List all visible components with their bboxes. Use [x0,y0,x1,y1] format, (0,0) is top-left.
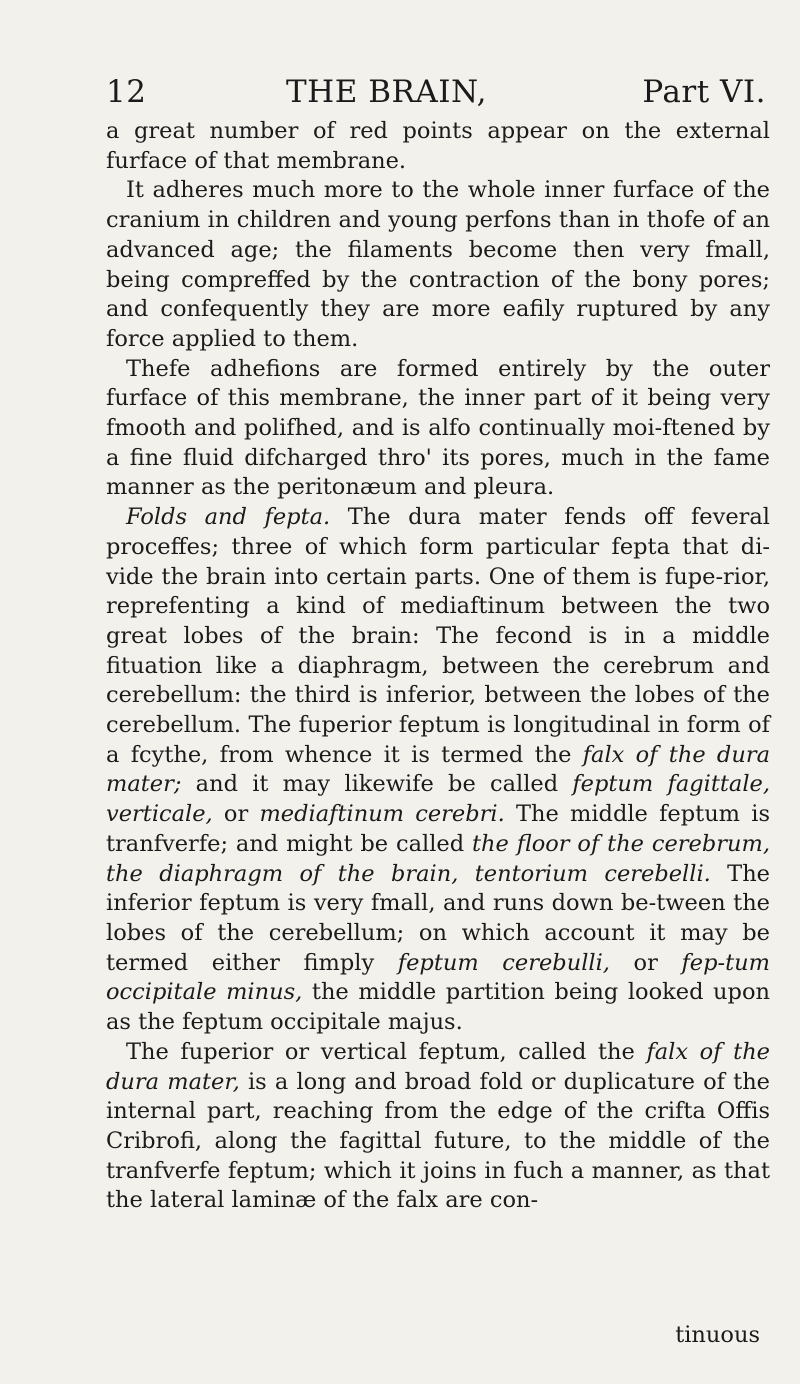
italic-run: falx of the dura mater, [106,1038,771,1095]
text-run: and it may likewife be called [181,771,573,798]
page-header [106,74,766,114]
italic-run: feptum fagittale, verticale, [106,771,770,828]
paragraph [106,355,770,504]
text-run: It adheres much more to the whole inner furface of the cranium in children and young perfons than in thofe of an advanced age; the filaments become then very fmall, being compreffed by the contraction of the bony pores; and confequently they are more eafily ruptured by any force applied to them. [106,177,770,352]
body-text [106,117,770,1216]
italic-run: fep-tum occipitale minus, [106,949,770,1006]
text-run: a great number of red points appear on the external furface of that membrane. [106,118,770,174]
text-run: the middle partition being looked upon as the feptum occipitale majus. [106,979,770,1036]
text-run: The middle feptum is tranfverfe; and might be called [106,801,770,857]
running-title: THE BRAIN, [286,74,487,110]
text-run: or [212,801,260,828]
text-run: The fuperior or vertical feptum, called the [126,1038,647,1065]
text-run: or [609,949,682,976]
paragraph [106,503,770,1038]
part-label: Part VI. [642,74,766,110]
italic-run: feptum cerebulli, [397,949,610,976]
text-run: Thefe adhefions are formed entirely by the outer furface of this membrane, the inner part of it being very fmooth and polifhed, and is alfo continually moi-ftened by a fine fluid difcharged thro' its pores, much in the fame manner as the peritonæum and pleura. [106,355,770,501]
paragraph [106,176,770,354]
text-run: is a long and broad fold or duplicature of the internal part, reaching from the edge of the crifta Offis Cribrofi, along the fagittal future, to the middle of the tranfverfe feptum; which it joins in fuch a manner, as that the lateral laminæ of the falx are con- [106,1068,771,1214]
text-run: The dura mater fends off feveral proceffes; three of which form particular fepta that di-vide the brain into certain parts. One of them is fupe-rior, reprefenting a kind of mediaftinum between the two great lobes of the brain: The fecond is in a middle fituation like a diaphragm, between the cerebrum and cerebellum: the third is inferior, between the lobes of the cerebellum. The fuperior feptum is longitudinal in form of a fcythe, from whence it is termed the [106,504,770,768]
italic-run: mediaftinum cerebri. [259,801,505,828]
catchword: tinuous [675,1322,760,1348]
italic-run: the floor of the cerebrum, the diaphragm of the brain, tentorium cerebelli. [106,830,770,887]
paragraph [106,117,770,176]
paragraph [106,1038,770,1216]
italic-run: Folds and fepta. [126,504,331,531]
page-number: 12 [106,74,147,110]
italic-run: falx of the dura mater; [106,741,770,798]
text-run: The inferior feptum is very fmall, and runs down be-tween the lobes of the cerebellum; on which account it may be termed either fimply [106,860,770,976]
